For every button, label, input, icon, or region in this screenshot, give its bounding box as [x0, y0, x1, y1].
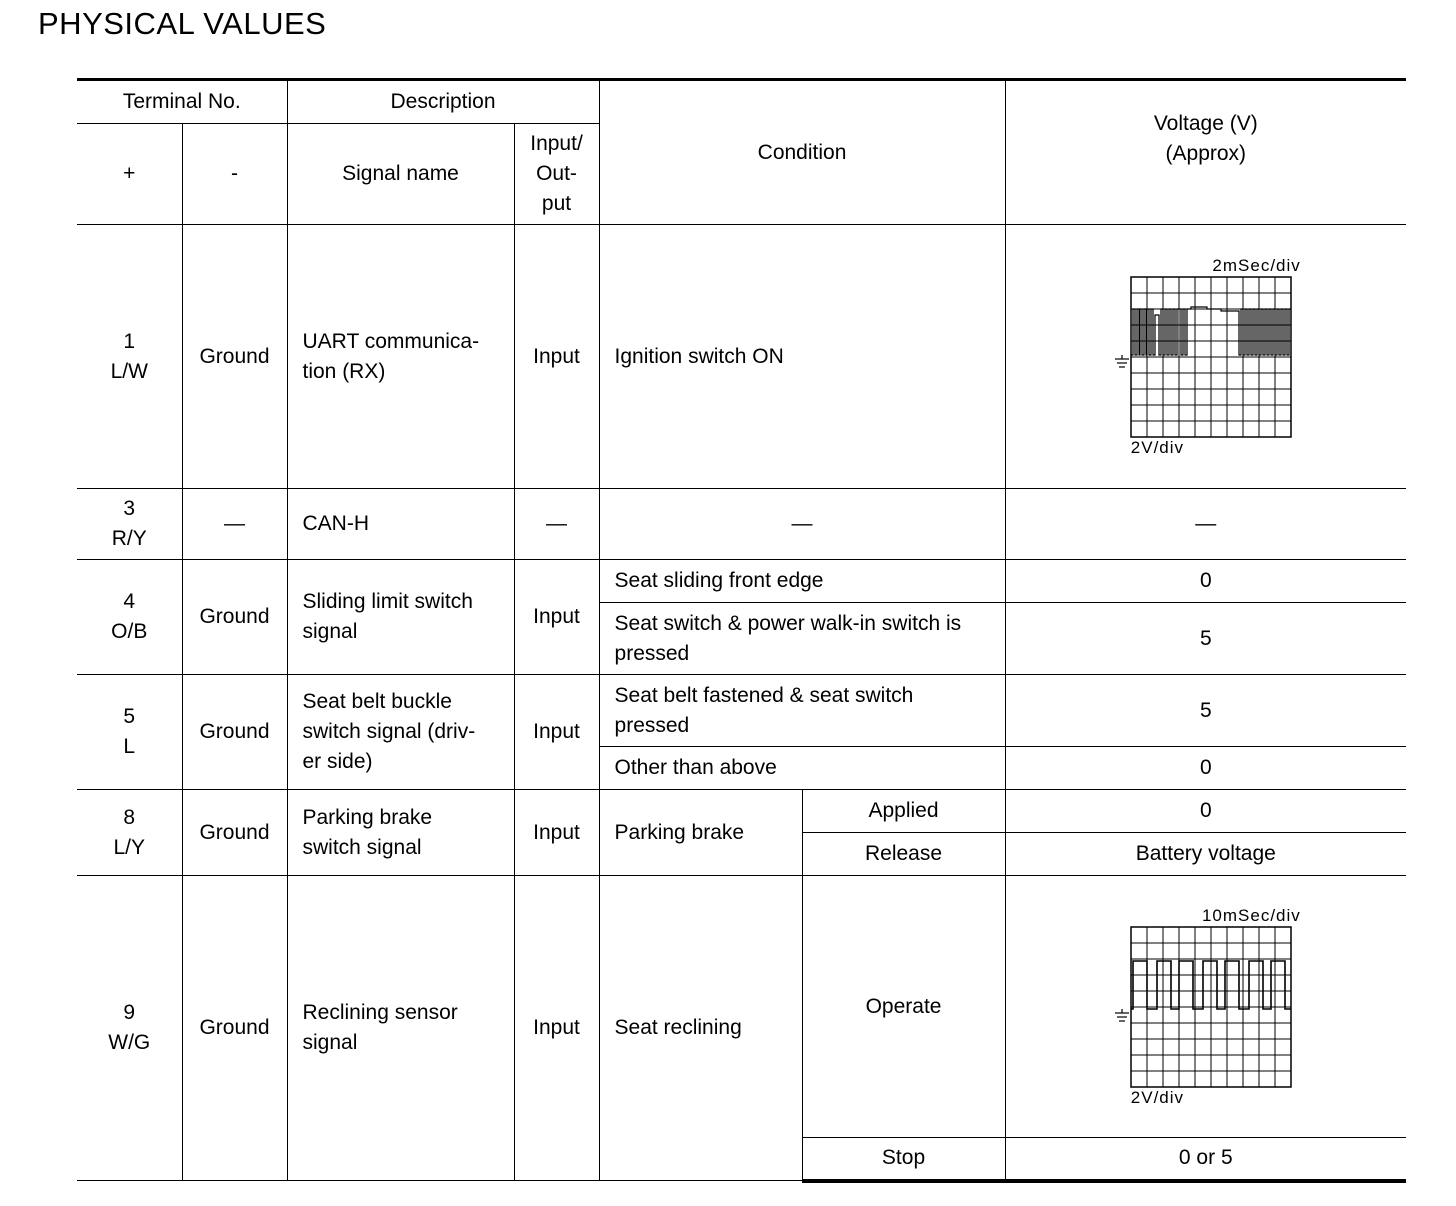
- terminal-minus: —: [182, 489, 287, 560]
- voltage: 0: [1005, 747, 1406, 790]
- input-output: Input: [514, 675, 599, 790]
- oscilloscope-figure: [1111, 907, 1301, 1107]
- sub-condition: Release: [802, 833, 1005, 876]
- condition-line: pressed: [614, 641, 690, 665]
- condition: [599, 675, 1005, 747]
- terminal-number: 9: [123, 1001, 136, 1024]
- signal-name-line: Seat belt buckle: [302, 690, 452, 713]
- header-io-line1: Input/: [530, 132, 583, 155]
- input-output: Input: [514, 225, 599, 489]
- wire-color: L/Y: [113, 835, 146, 859]
- voltage: —: [1005, 489, 1406, 560]
- header-condition: Condition: [599, 80, 1005, 225]
- wire-color: R/Y: [111, 527, 147, 550]
- terminal-plus: [77, 489, 182, 560]
- signal-name: [287, 675, 514, 790]
- signal-name-line: Sliding limit switch: [302, 590, 473, 613]
- header-description: Description: [287, 80, 599, 124]
- terminal-minus: Ground: [182, 225, 287, 489]
- terminal-plus: [77, 560, 182, 675]
- condition: Other than above: [599, 747, 1005, 790]
- header-plus: +: [77, 124, 182, 225]
- terminal-minus: Ground: [182, 790, 287, 876]
- table-row: [77, 225, 1406, 489]
- signal-name-line: er side): [302, 750, 373, 773]
- condition: Seat reclining: [599, 876, 802, 1181]
- condition: [599, 603, 1005, 675]
- signal-name: [287, 876, 514, 1181]
- condition-line: Seat belt fastened & seat switch: [614, 683, 914, 707]
- terminal-plus: [77, 876, 182, 1181]
- page-title: PHYSICAL VALUES: [38, 6, 327, 41]
- voltage: 0: [1005, 790, 1406, 833]
- terminal-plus: [77, 225, 182, 489]
- signal-name-line: switch signal: [302, 835, 422, 859]
- header-signal-name: Signal name: [287, 124, 514, 225]
- sub-condition: Stop: [802, 1138, 1005, 1181]
- terminal-plus: [77, 790, 182, 876]
- table-row: [77, 560, 1406, 603]
- terminal-minus: Ground: [182, 675, 287, 790]
- scope-grid-uart: [1111, 275, 1301, 439]
- terminal-number: 5: [123, 705, 136, 728]
- voltage: 0: [1005, 560, 1406, 603]
- condition: —: [599, 489, 1005, 560]
- header-io-line2: Out-: [536, 162, 577, 185]
- voltage: 0 or 5: [1005, 1138, 1406, 1181]
- terminal-number: 1: [123, 329, 136, 353]
- wire-color: O/B: [111, 620, 148, 643]
- table-row: [77, 876, 1406, 1138]
- header-voltage: [1005, 80, 1406, 225]
- signal-name-line: signal: [302, 620, 358, 643]
- condition: Ignition switch ON: [599, 225, 1005, 489]
- header-io-line3: put: [541, 192, 572, 215]
- table-row: [77, 489, 1406, 560]
- voltage: 5: [1005, 675, 1406, 747]
- signal-name-line: UART communica-: [302, 329, 480, 353]
- terminal-minus: Ground: [182, 560, 287, 675]
- condition: Seat sliding front edge: [599, 560, 1005, 603]
- table-row: [77, 790, 1406, 833]
- header-terminal-no: Terminal No.: [77, 80, 287, 124]
- signal-name-line: switch signal (driv-: [302, 720, 476, 743]
- signal-name: [287, 225, 514, 489]
- header-row-1: [77, 80, 1406, 124]
- terminal-minus: Ground: [182, 876, 287, 1181]
- voltage: Battery voltage: [1005, 833, 1406, 876]
- header-minus: -: [182, 124, 287, 225]
- signal-name-line: tion (RX): [302, 359, 386, 383]
- table-row: [77, 675, 1406, 747]
- header-input-output: [514, 124, 599, 225]
- condition-line: Seat switch & power walk-in switch is: [614, 611, 962, 635]
- wire-color: L/W: [110, 359, 148, 383]
- wire-color: L: [123, 735, 136, 758]
- scope-time-div: 2mSec/div: [1212, 255, 1301, 275]
- terminal-plus: [77, 675, 182, 790]
- input-output: —: [514, 489, 599, 560]
- voltage-cell: [1005, 225, 1406, 489]
- input-output: Input: [514, 560, 599, 675]
- signal-name: [287, 790, 514, 876]
- sub-condition: Operate: [802, 876, 1005, 1138]
- scope-grid-reclining: [1111, 925, 1301, 1089]
- scope-time-div: 10mSec/div: [1201, 905, 1301, 925]
- signal-name-line: signal: [302, 1031, 358, 1054]
- voltage-cell: [1005, 876, 1406, 1138]
- signal-name: [287, 560, 514, 675]
- condition: Parking brake: [599, 790, 802, 876]
- input-output: Input: [514, 876, 599, 1181]
- oscilloscope-figure: [1111, 257, 1301, 457]
- signal-name-line: Parking brake: [302, 805, 433, 829]
- terminal-number: 8: [123, 805, 136, 829]
- header-voltage-line2: (Approx): [1165, 141, 1247, 165]
- condition-line: pressed: [614, 713, 690, 737]
- signal-name-line: Reclining sensor: [302, 1001, 458, 1024]
- terminal-number: 3: [123, 497, 136, 520]
- physical-values-table: [77, 78, 1406, 1183]
- terminal-number: 4: [123, 590, 136, 613]
- scope-volt-div: 2V/div: [1130, 437, 1185, 457]
- scope-volt-div: 2V/div: [1130, 1087, 1185, 1107]
- wire-color: W/G: [108, 1031, 151, 1054]
- voltage: 5: [1005, 603, 1406, 675]
- header-voltage-line1: Voltage (V): [1153, 111, 1258, 135]
- input-output: Input: [514, 790, 599, 876]
- signal-name: CAN-H: [287, 489, 514, 560]
- sub-condition: Applied: [802, 790, 1005, 833]
